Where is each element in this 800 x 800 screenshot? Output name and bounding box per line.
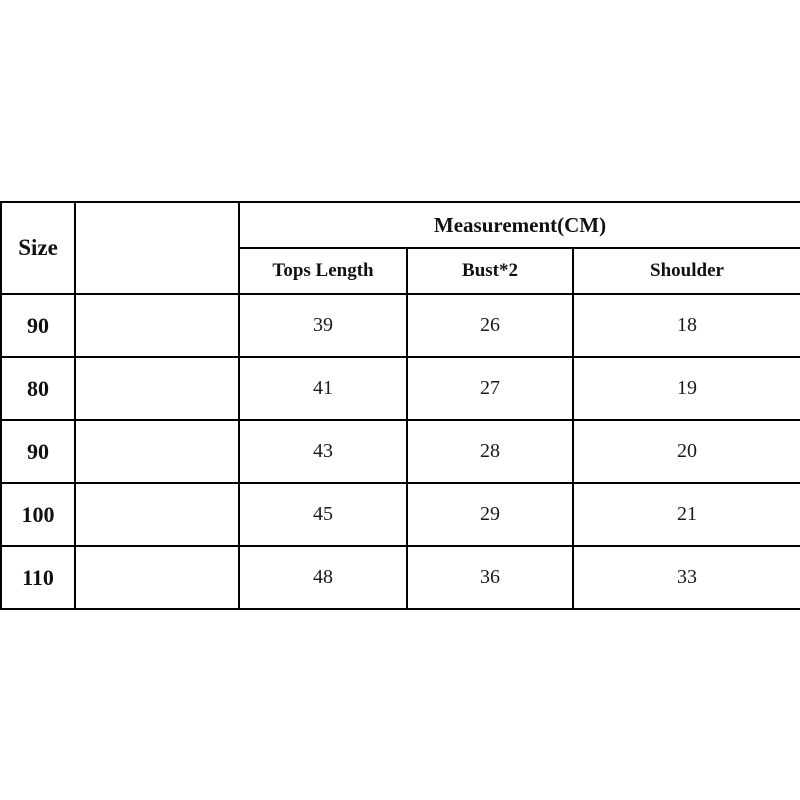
cell-tops-length: 41: [239, 357, 407, 420]
cell-tops-length: 43: [239, 420, 407, 483]
cell-size: 110: [1, 546, 75, 609]
cell-bust: 36: [407, 546, 573, 609]
cell-size: 100: [1, 483, 75, 546]
cell-shoulder: 19: [573, 357, 800, 420]
size-chart-table: [0, 201, 800, 610]
size-chart-container: [0, 201, 800, 610]
header-bust: Bust*2: [407, 248, 573, 294]
cell-shoulder: 33: [573, 546, 800, 609]
cell-bust: 26: [407, 294, 573, 357]
cell-bust: 28: [407, 420, 573, 483]
cell-bust: 29: [407, 483, 573, 546]
cell-blank: [75, 546, 239, 609]
cell-tops-length: 45: [239, 483, 407, 546]
cell-bust: 27: [407, 357, 573, 420]
cell-shoulder: 20: [573, 420, 800, 483]
header-tops-length: Tops Length: [239, 248, 407, 294]
cell-blank: [75, 420, 239, 483]
cell-tops-length: 48: [239, 546, 407, 609]
header-blank-column: [75, 202, 239, 294]
cell-size: 80: [1, 357, 75, 420]
table-row: [1, 294, 800, 357]
cell-size: 90: [1, 420, 75, 483]
cell-size: 90: [1, 294, 75, 357]
table-row: [1, 357, 800, 420]
header-measurement: Measurement(CM): [239, 202, 800, 248]
cell-blank: [75, 357, 239, 420]
cell-tops-length: 39: [239, 294, 407, 357]
header-size: Size: [1, 202, 75, 294]
cell-shoulder: 18: [573, 294, 800, 357]
cell-shoulder: 21: [573, 483, 800, 546]
table-header-row-top: [1, 202, 800, 248]
table-row: [1, 483, 800, 546]
cell-blank: [75, 294, 239, 357]
cell-blank: [75, 483, 239, 546]
table-row: [1, 420, 800, 483]
header-shoulder: Shoulder: [573, 248, 800, 294]
table-row: [1, 546, 800, 609]
